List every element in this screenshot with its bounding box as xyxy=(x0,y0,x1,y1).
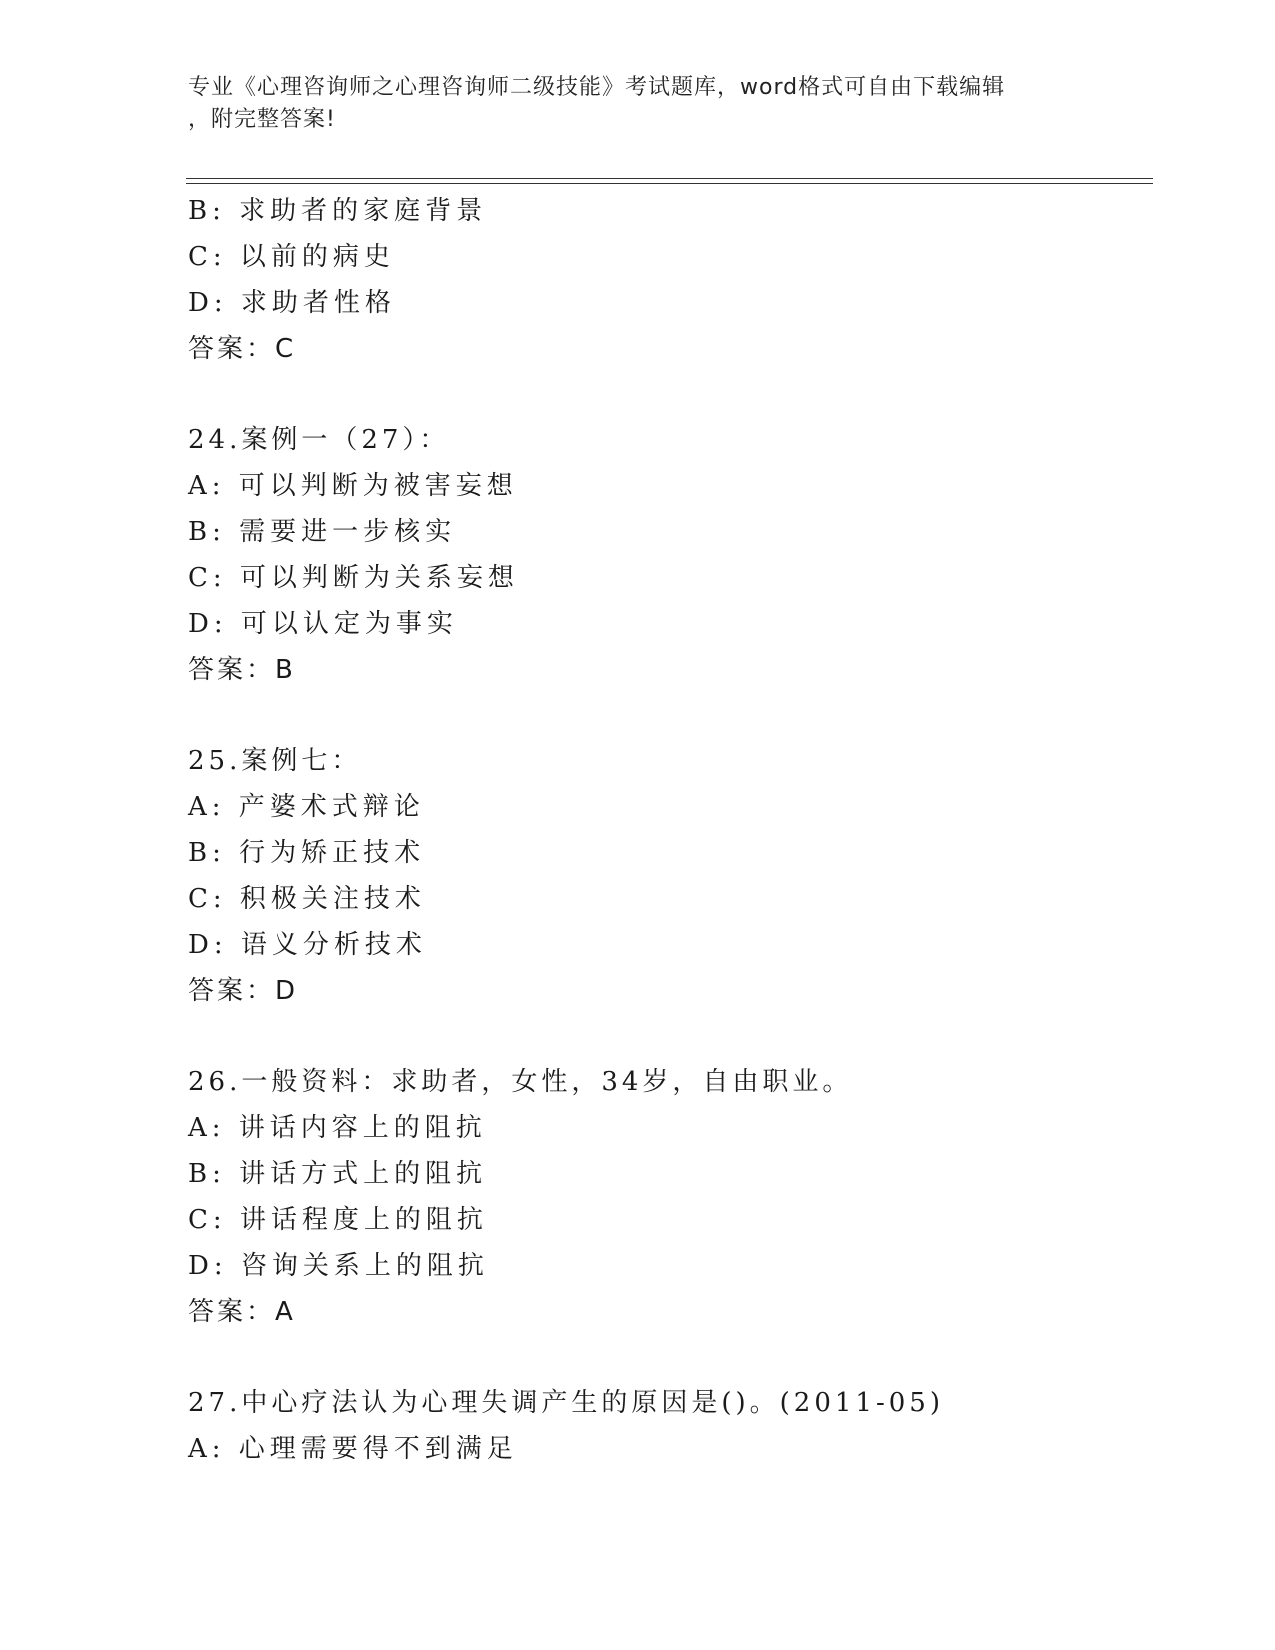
option-a: A: 心理需要得不到满足 xyxy=(188,1434,518,1464)
question-block-23 xyxy=(188,188,1148,372)
block-spacer xyxy=(188,1335,1148,1380)
option-c: C: 以前的病史 xyxy=(188,242,395,272)
option-b: B: 求助者的家庭背景 xyxy=(188,196,488,226)
option-c: C: 积极关注技术 xyxy=(188,884,426,914)
option-d: D: 可以认定为事实 xyxy=(188,609,458,639)
question-block-26 xyxy=(188,1059,1148,1335)
option-b: B: 行为矫正技术 xyxy=(188,838,426,868)
block-spacer xyxy=(188,1014,1148,1059)
option-b: B: 需要进一步核实 xyxy=(188,517,457,547)
header-line-1: 专业《心理咨询师之心理咨询师二级技能》考试题库，word格式可自由下载编辑 xyxy=(188,75,1006,100)
option-a: A: 可以判断为被害妄想 xyxy=(188,471,518,501)
question-title: 26.一般资料：求助者，女性，34岁，自由职业。 xyxy=(188,1067,853,1097)
option-c: C: 可以判断为关系妄想 xyxy=(188,563,519,593)
answer-line: 答案：D xyxy=(188,976,299,1006)
answer-line: 答案：C xyxy=(188,334,297,364)
block-spacer xyxy=(188,372,1148,417)
option-c: C: 讲话程度上的阻抗 xyxy=(188,1205,488,1235)
answer-line: 答案：B xyxy=(188,655,296,685)
header-line-2: ，附完整答案! xyxy=(188,107,336,132)
question-title: 24.案例一（27）： xyxy=(188,425,450,455)
question-block-24 xyxy=(188,417,1148,693)
question-block-27 xyxy=(188,1380,1148,1472)
option-a: A: 产婆术式辩论 xyxy=(188,792,425,822)
question-title: 25.案例七： xyxy=(188,746,362,776)
option-a: A: 讲话内容上的阻抗 xyxy=(188,1113,487,1143)
question-list xyxy=(188,188,1148,1472)
question-title: 27.中心疗法认为心理失调产生的原因是()。(2011-05) xyxy=(188,1388,944,1418)
header-divider-bottom xyxy=(186,183,1153,184)
question-block-25 xyxy=(188,738,1148,1014)
header-divider-top xyxy=(186,178,1153,179)
answer-line: 答案：A xyxy=(188,1297,296,1327)
block-spacer xyxy=(188,693,1148,738)
option-b: B: 讲话方式上的阻抗 xyxy=(188,1159,488,1189)
option-d: D: 语义分析技术 xyxy=(188,930,427,960)
document-header xyxy=(188,72,1088,136)
option-d: D: 咨询关系上的阻抗 xyxy=(188,1251,489,1281)
option-d: D: 求助者性格 xyxy=(188,288,396,318)
